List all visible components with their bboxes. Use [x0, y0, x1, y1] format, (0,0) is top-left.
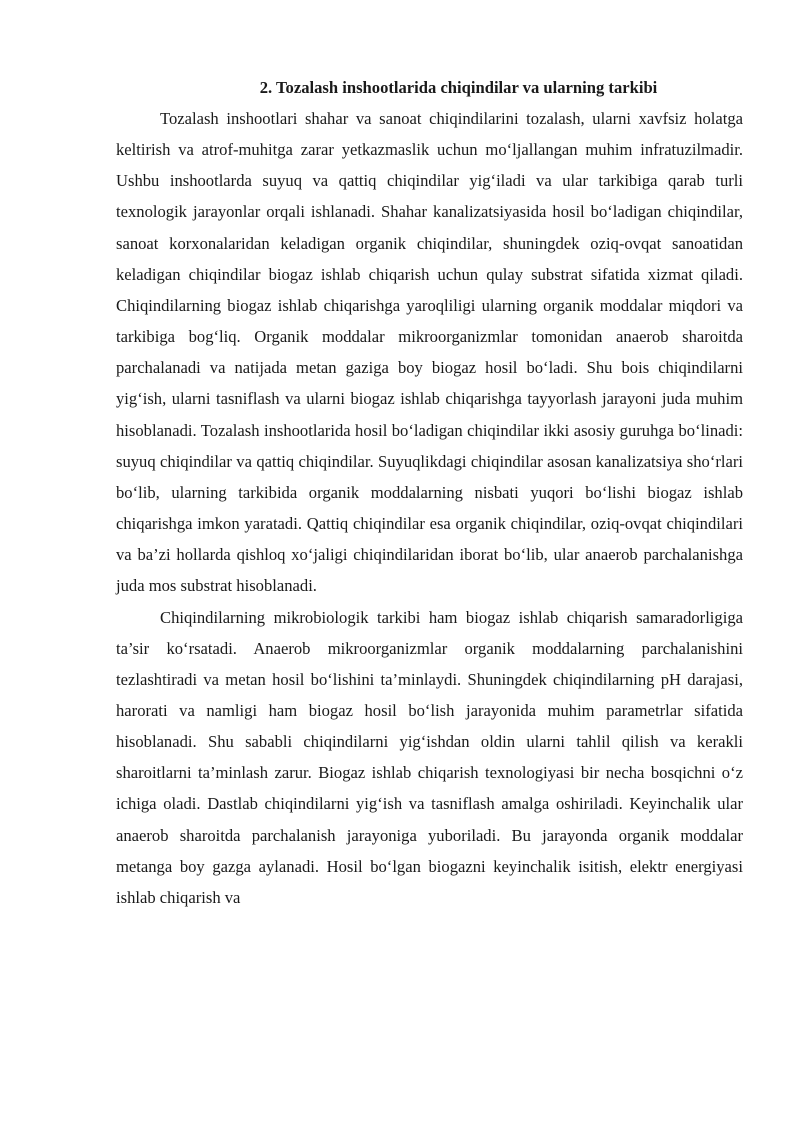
section-heading: 2. Tozalash inshootlarida chiqindilar va ularning tarkibi: [259, 78, 658, 97]
paragraph-2: Chiqindilarning mikrobiologik tarkibi ham biogaz ishlab chiqarish samaradorligiga ta’sir ko‘rsatadi. Anaerob mikroorganizmlar organik moddalarning parchalanishini tezlashtiradi va metan hosil bo‘lishini ta’minlaydi. Shuningdek chiqindilarning pH darajasi, harorati va namligi ham biogaz hosil bo‘lish jarayonida muhim parametrlar sifatida hisoblanadi. Shu sababli chiqindilarni yig‘ishdan oldin ularni tahlil qilish va kerakli sharoitlarni ta’minlash zarur. Biogaz ishlab chiqarish texnologiyasi bir necha bosqichni o‘z ichiga oladi. Dastlab chiqindilarni yig‘ish va tasniflash amalga oshiriladi. Keyinchalik ular anaerob sharoitda parchalanish jarayoniga yuboriladi. Bu jarayonda organik moddalar metanga boy gazga aylanadi. Hosil bo‘lgan biogazni keyinchalik isitish, elektr energiyasi ishlab chiqarish va: [116, 607, 743, 907]
document-page: [116, 72, 743, 913]
paragraph-1: Tozalash inshootlari shahar va sanoat chiqindilarini tozalash, ularni xavfsiz holatga keltirish va atrof-muhitga zarar yetkazmaslik uchun mo‘ljallangan muhim infratuzilmadir. Ushbu inshootlarda suyuq va qattiq chiqindilar yig‘iladi va ular tarkibiga qarab turli texnologik jarayonlar orqali ishlanadi. Shahar kanalizatsiyasida hosil bo‘ladigan chiqindilar, sanoat korxonalaridan keladigan organik chiqindilar, shuningdek oziq-ovqat sanoatidan keladigan chiqindilar biogaz ishlab chiqarish uchun qulay substrat sifatida xizmat qiladi. Chiqindilarning biogaz ishlab chiqarishga yaroqliligi ularning organik moddalar miqdori va tarkibiga bog‘liq. Organik moddalar mikroorganizmlar tomonidan anaerob sharoitda parchalanadi va natijada metan gaziga boy biogaz hosil bo‘ladi. Shu bois chiqindilarni yig‘ish, ularni tasniflash va ularni biogaz ishlab chiqarishga tayyorlash jarayoni juda muhim hisoblanadi. Tozalash inshootlarida hosil bo‘ladigan chiqindilar ikki asosiy guruhga bo‘linadi: suyuq chiqindilar va qattiq chiqindilar. Suyuqlikdagi chiqindilar asosan kanalizatsiya sho‘rlari bo‘lib, ularning tarkibida organik moddalarning nisbati yuqori bo‘lishi biogaz ishlab chiqarishga imkon yaratadi. Qattiq chiqindilar esa organik chiqindilar, oziq-ovqat chiqindilari va ba’zi hollarda qishloq xo‘jaligi chiqindilaridan iborat bo‘lib, ular anaerob parchalanishga juda mos substrat hisoblanadi.: [116, 109, 743, 596]
